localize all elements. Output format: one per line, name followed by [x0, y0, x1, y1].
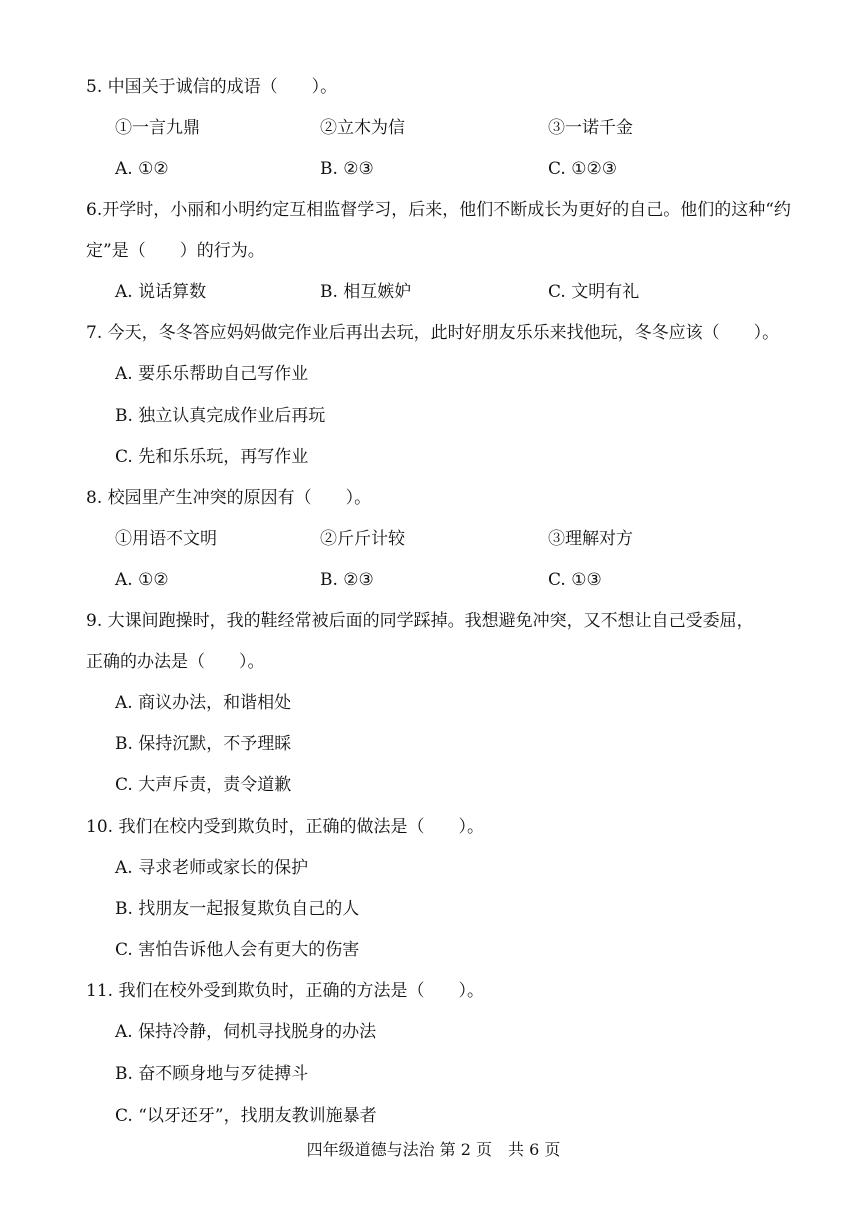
question-5-item-3: ③一诺千金 [548, 118, 633, 138]
question-5-item-1: ①一言九鼎 [115, 118, 200, 138]
question-5-item-2: ②立木为信 [320, 118, 405, 138]
question-8-item-1: ①用语不文明 [115, 529, 217, 549]
question-10-option-b: B. 找朋友一起报复欺负自己的人 [115, 899, 360, 919]
question-11-stem: 11. 我们在校外受到欺负时，正确的方法是（ ）。 [86, 981, 484, 1001]
question-6-choice-a: A. 说话算数 [115, 282, 207, 302]
question-7-option-c: C. 先和乐乐玩，再写作业 [115, 447, 309, 467]
question-6-stem-line-2: 定”是（ ）的行为。 [86, 241, 265, 261]
question-6-stem-line-1: 6.开学时，小丽和小明约定互相监督学习，后来，他们不断成长为更好的自己。他们的这种“约 [86, 200, 791, 220]
question-8-stem: 8. 校园里产生冲突的原因有（ ）。 [86, 488, 372, 508]
question-9-stem-line-2: 正确的办法是（ ）。 [86, 652, 265, 672]
question-10-option-a: A. 寻求老师或家长的保护 [115, 858, 309, 878]
page-footer: 四年级道德与法治 第 2 页 共 6 页 [306, 1140, 561, 1159]
question-11-option-a: A. 保持冷静，伺机寻找脱身的办法 [115, 1022, 377, 1042]
question-8-choice-b: B. ②③ [320, 570, 374, 590]
question-8-choice-c: C. ①③ [548, 570, 602, 590]
question-5-choice-b: B. ②③ [320, 159, 374, 179]
question-11-option-b: B. 奋不顾身地与歹徒搏斗 [115, 1064, 309, 1084]
question-9-option-b: B. 保持沉默，不予理睬 [115, 734, 292, 754]
question-9-option-c: C. 大声斥责，责令道歉 [115, 775, 292, 795]
question-9-stem-line-1: 9. 大课间跑操时，我的鞋经常被后面的同学踩掉。我想避免冲突，又不想让自己受委屈， [86, 611, 754, 631]
question-10-stem: 10. 我们在校内受到欺负时，正确的做法是（ ）。 [86, 817, 484, 837]
question-11-option-c: C. “以牙还牙”，找朋友教训施暴者 [115, 1106, 377, 1126]
question-7-option-a: A. 要乐乐帮助自己写作业 [115, 364, 309, 384]
question-6-choice-b: B. 相互嫉妒 [320, 282, 412, 302]
question-5-choice-c: C. ①②③ [548, 159, 617, 179]
question-7-option-b: B. 独立认真完成作业后再玩 [115, 406, 326, 426]
question-6-choice-c: C. 文明有礼 [548, 282, 640, 302]
question-8-item-2: ②斤斤计较 [320, 529, 405, 549]
question-5-stem: 5. 中国关于诚信的成语（ ）。 [86, 77, 338, 97]
question-5-choice-a: A. ①② [115, 159, 169, 179]
question-9-option-a: A. 商议办法，和谐相处 [115, 693, 292, 713]
question-8-item-3: ③理解对方 [548, 529, 633, 549]
question-7-stem: 7. 今天，冬冬答应妈妈做完作业后再出去玩，此时好朋友乐乐来找他玩，冬冬应该（ ）。 [86, 323, 780, 343]
question-8-choice-a: A. ①② [115, 570, 169, 590]
question-10-option-c: C. 害怕告诉他人会有更大的伤害 [115, 940, 360, 960]
